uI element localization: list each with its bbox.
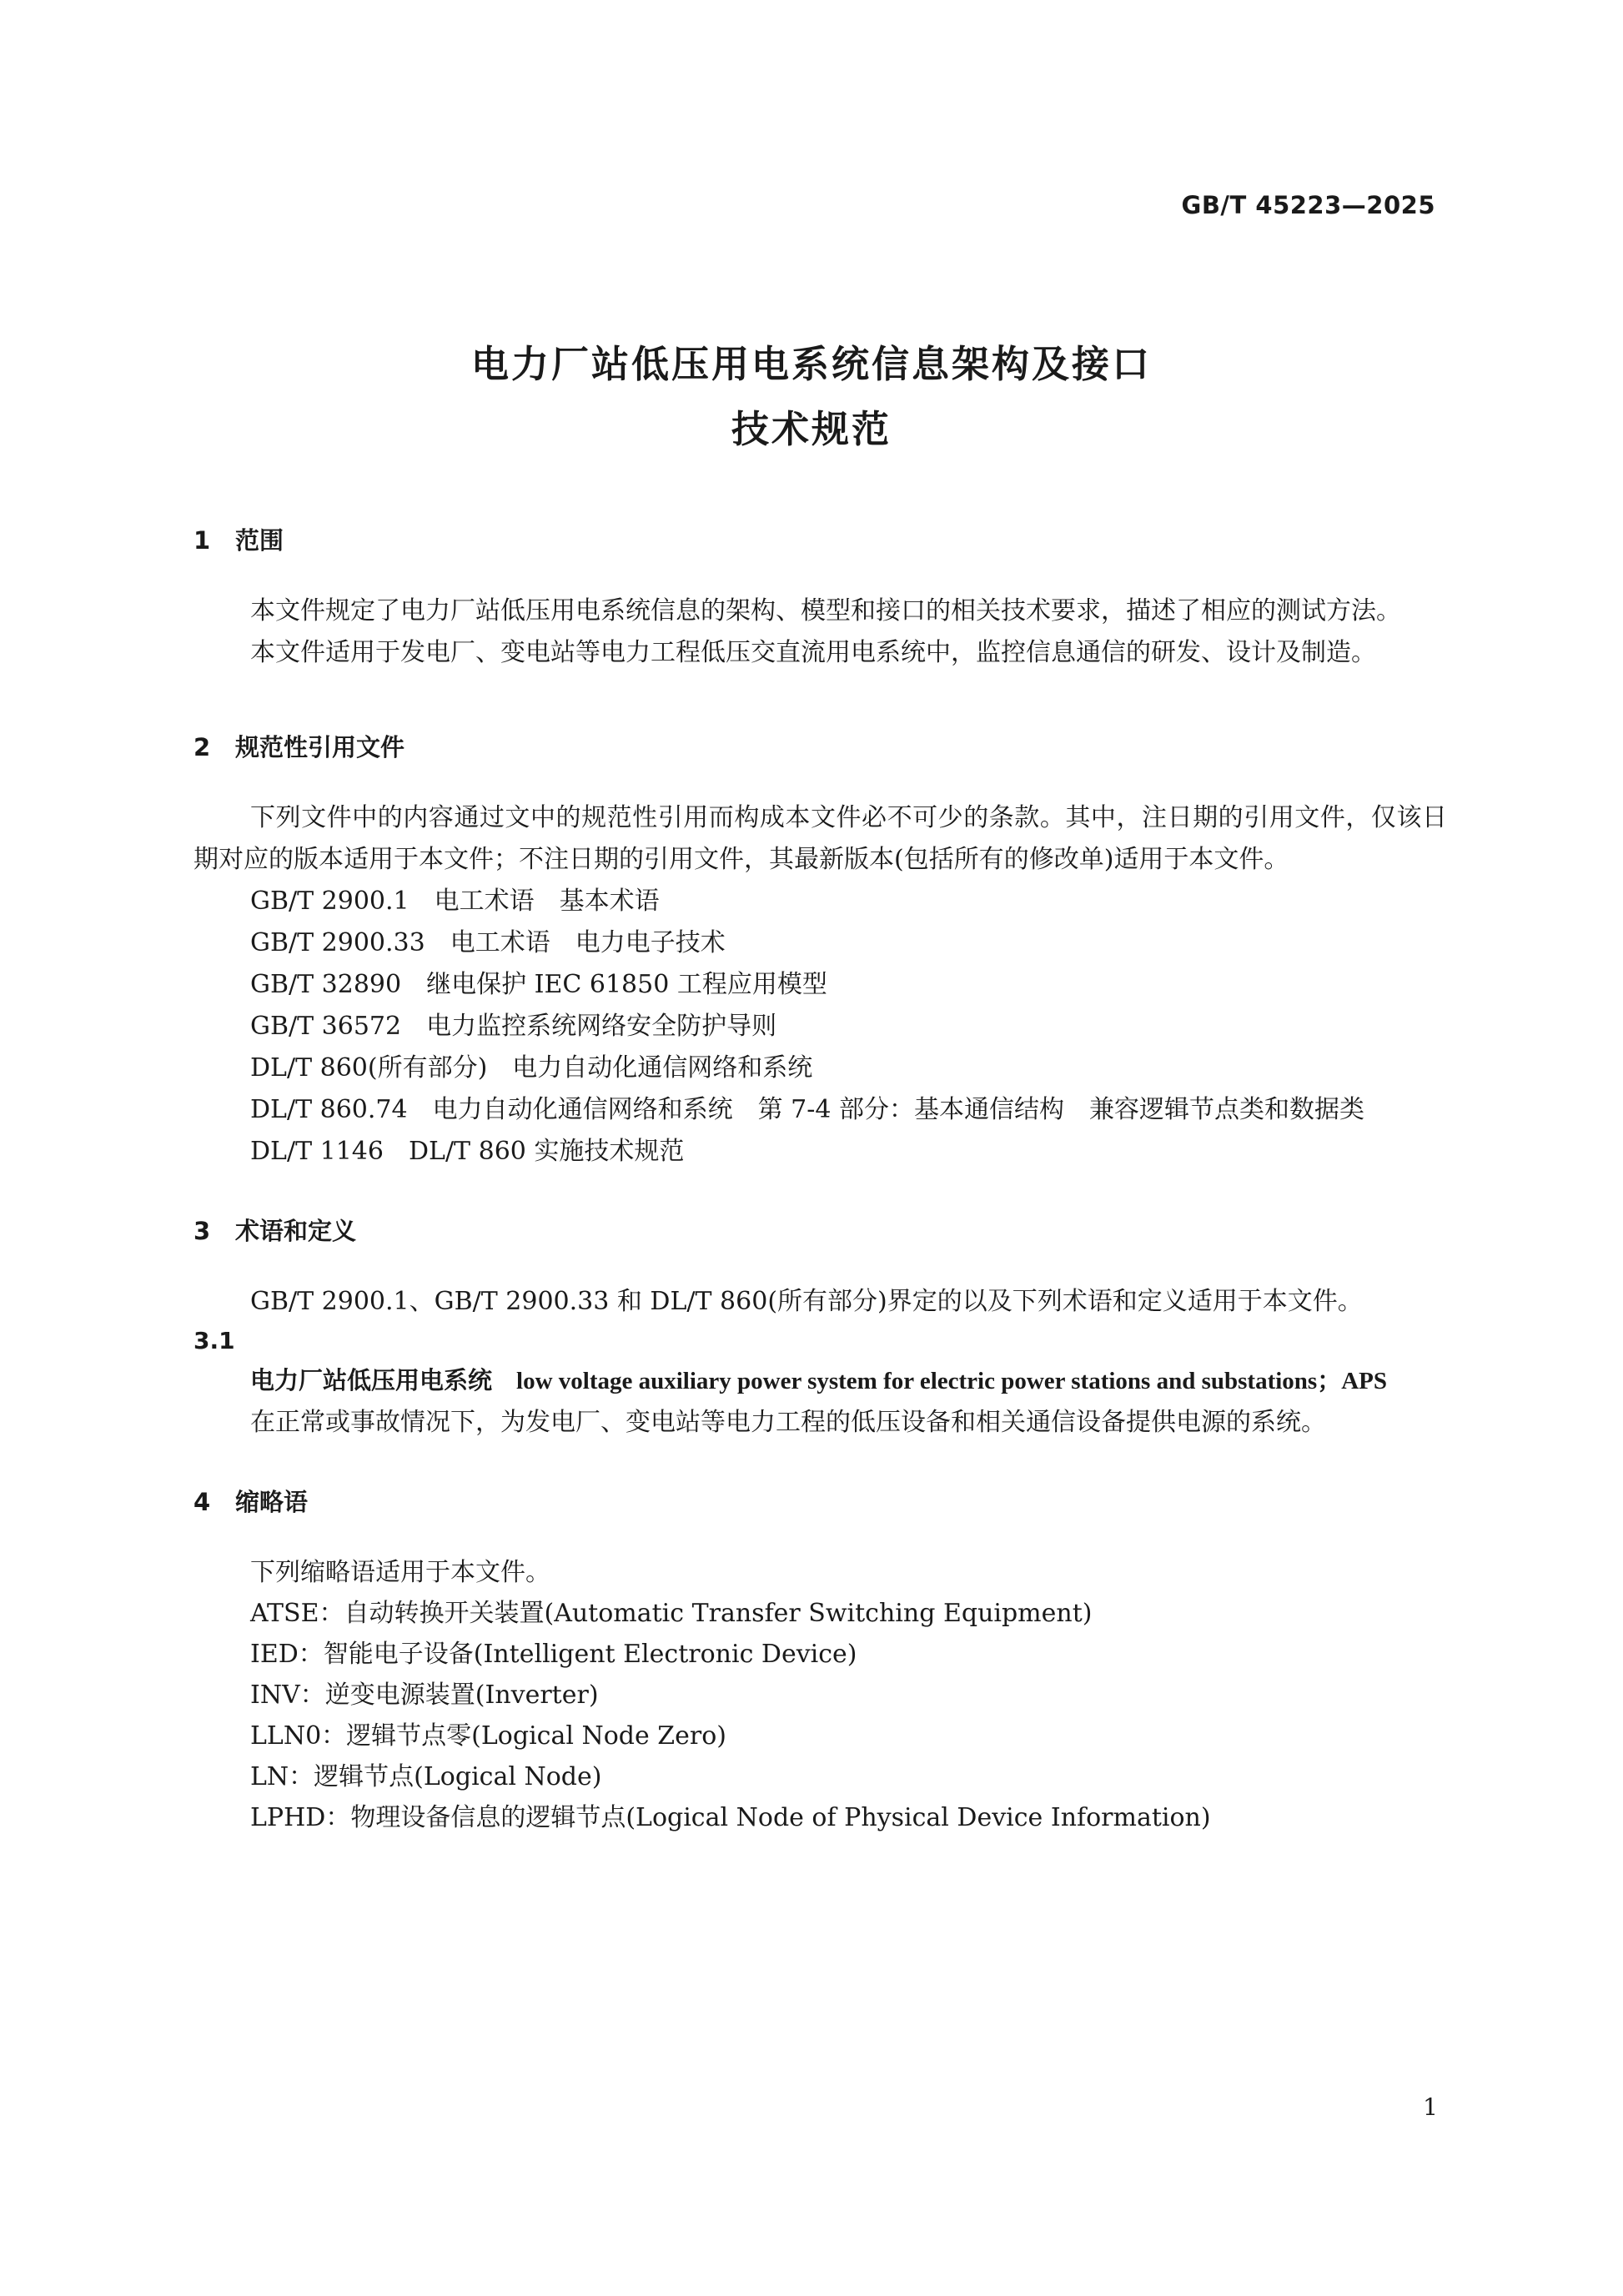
section-3-heading [193, 1214, 1447, 1248]
page-number: 1 [1423, 2093, 1438, 2121]
reference-item: GB/T 36572 电力监控系统网络安全防护导则 [250, 1012, 777, 1041]
abbreviation-item: INV：逆变电源装置(Inverter) [250, 1681, 599, 1710]
paragraph: 下列缩略语适用于本文件。 [250, 1558, 550, 1587]
term-en: low voltage auxiliary power system for electric power stations and substations；APS [516, 1368, 1387, 1394]
reference-item: DL/T 860(所有部分) 电力自动化通信网络和系统 [250, 1053, 813, 1083]
abbreviation-item: LLN0：逻辑节点零(Logical Node Zero) [250, 1721, 726, 1751]
reference-item: DL/T 860.74 电力自动化通信网络和系统 第 7-4 部分：基本通信结构 兼容逻辑节点类和数据类 [250, 1095, 1364, 1124]
section-number: 3 [193, 1217, 211, 1245]
document-title [0, 332, 1623, 462]
paragraph: GB/T 2900.1、GB/T 2900.33 和 DL/T 860(所有部分)界定的以及下列术语和定义适用于本文件。 [250, 1287, 1363, 1316]
section-title: 规范性引用文件 [235, 733, 405, 761]
reference-item: GB/T 32890 继电保护 IEC 61850 工程应用模型 [250, 970, 827, 999]
section-1-heading [193, 524, 1447, 557]
document-body [193, 524, 1447, 1838]
paragraph: 本文件规定了电力厂站低压用电系统信息的架构、模型和接口的相关技术要求，描述了相应的测试方法。 [250, 596, 1401, 625]
clause-number: 3.1 [193, 1327, 235, 1354]
reference-item: GB/T 2900.33 电工术语 电力电子技术 [250, 928, 726, 957]
abbreviation-item: ATSE：自动转换开关装置(Automatic Transfer Switching Equipment) [250, 1599, 1093, 1628]
section-4-heading [193, 1485, 1447, 1519]
reference-item: GB/T 2900.1 电工术语 基本术语 [250, 887, 660, 916]
paragraph: 本文件适用于发电厂、变电站等电力工程低压交直流用电系统中，监控信息通信的研发、设计及制造。 [250, 638, 1376, 667]
term-zh: 电力厂站低压用电系统 [250, 1366, 493, 1394]
abbreviation-item: LPHD：物理设备信息的逻辑节点(Logical Node of Physical Device Information) [250, 1803, 1211, 1832]
abbreviation-item: LN：逻辑节点(Logical Node) [250, 1762, 602, 1791]
section-2-heading [193, 731, 1447, 764]
section-title: 术语和定义 [235, 1217, 357, 1245]
term-definition: 在正常或事故情况下，为发电厂、变电站等电力工程的低压设备和相关通信设备提供电源的系统。 [250, 1408, 1326, 1437]
term-entry [193, 1359, 1447, 1402]
section-title: 范围 [235, 526, 284, 555]
section-number: 4 [193, 1488, 211, 1516]
reference-item: DL/T 1146 DL/T 860 实施技术规范 [250, 1137, 685, 1166]
section-title: 缩略语 [235, 1488, 309, 1516]
section-number: 1 [193, 526, 211, 555]
section-number: 2 [193, 733, 211, 761]
document-title-line2: 技术规范 [731, 407, 892, 451]
abbreviation-item: IED：智能电子设备(Intelligent Electronic Device) [250, 1640, 857, 1669]
standard-code: GB/T 45223—2025 [1181, 191, 1435, 219]
document-title-line1: 电力厂站低压用电系统信息架构及接口 [470, 342, 1152, 386]
paragraph: 下列文件中的内容通过文中的规范性引用而构成本文件必不可少的条款。其中，注日期的引用文件，仅该日期对应的版本适用于本文件；不注日期的引用文件，其最新版本(包括所有的修改单)适用于本文件。 [193, 803, 1447, 874]
